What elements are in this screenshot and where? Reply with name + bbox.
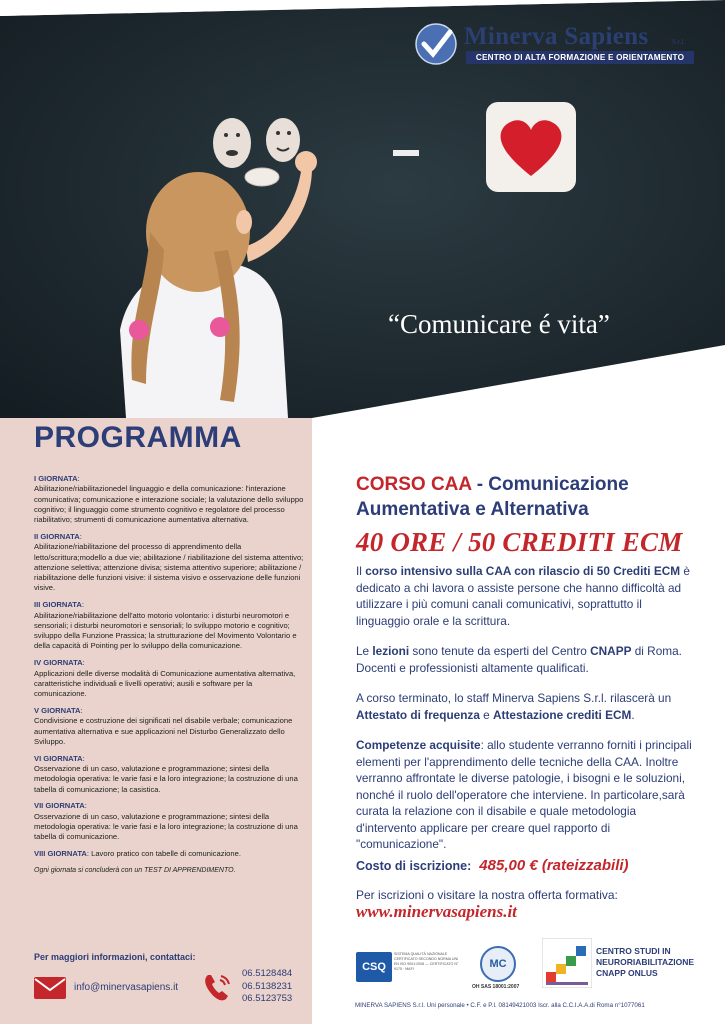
day-title: IV GIORNATA xyxy=(34,658,83,668)
day-text: Abilitazione/riabilitazionedel linguaggio e della comunicazione: l'interazione comunicativa; comunicazione e interazione sociale; la valutazione dello sviluppo cognitivo; il linguaggio come strumento cognitivo e regolatore del processo riabilitativo; strumenti di comunicazione aumentativa alternativa. xyxy=(34,484,304,525)
day-title: VI GIORNATA xyxy=(34,753,83,763)
mc-badge: MC xyxy=(480,946,516,982)
hero-banner xyxy=(0,0,725,418)
day-text: Osservazione di un caso, valutazione e programmazione; sintesi della metodologia operativa: le varie fasi e la loro integrazione; la costruzione di una tabella di comunicazione; la casistica. xyxy=(34,763,298,794)
minus-sign xyxy=(393,150,419,156)
globe-check-icon xyxy=(414,22,458,66)
brand-tagline: CENTRO DI ALTA FORMAZIONE E ORIENTAMENTO xyxy=(466,51,694,64)
mail-icon xyxy=(34,977,66,999)
cnapp-text: CENTRO STUDI IN NEURORIABILITAZIONE CNAPP ONLUS xyxy=(596,946,695,978)
phone-number[interactable]: 06.5123753 xyxy=(242,993,293,1004)
heart-card xyxy=(486,102,576,192)
day-item: II GIORNATA: Abilitazione/riabilitazione del processo di apprendimento della letto/scrittura;modello a due vie; abilitazione / riabilitazione del sistema attentivo; attenzione selettiva; attenzione divisa; sistema attentivo superiore; abilitazione / riabilitazione delle funzioni visive: il sistema visivo e osservazione delle funzioni visive. xyxy=(34,531,304,593)
day-title: VIII GIORNATA xyxy=(34,849,87,858)
day-item: III GIORNATA: Abilitazione/riabilitazione dell'atto motorio volontario: i disturbi neuromotori e sensoriali; i disturbi neuromotori e sensoriali; lo sviluppo motorio e cognitivo; sviluppo della Funzione Prassica; la strutturazione del Movimento Volontario e della capacità di Pointing per lo sviluppo della comunicazione. xyxy=(34,600,297,651)
day-text: Condivisione e costruzione dei significati nel disabile verbale; comunicazione aumentativa alternativa e sue applicazioni nel Disturbo Generalizzato dello Sviluppo. xyxy=(34,716,293,746)
day-title: I GIORNATA xyxy=(34,474,78,483)
phone-number[interactable]: 06.5138231 xyxy=(242,980,293,992)
csq-text: SISTEMA QUALITÀ NAZIONALE CERTIFICATO SECONDO NORMA UNI EN ISO 9001:2008 — CERTIFICATO N° 9175 · MAFI xyxy=(394,952,459,971)
intro-paragraph: Il corso intensivo sulla CAA con rilascio di 50 Crediti ECM è dedicato a chi lavora o assiste persone che hanno difficoltà ad utilizzare i più comuni canali comunicativi, soprattutto il linguaggio orale e la scrittura. xyxy=(356,564,690,628)
brand-logo[interactable] xyxy=(414,22,694,68)
day-item: I GIORNATA: Abilitazione/riabilitazionedel linguaggio e della comunicazione: l'interazione comunicativa; comunicazione e interazione sociale; la valutazione dello sviluppo cognitivo; il linguaggio come strumento cognitivo e regolatore del processo riabilitativo; strumenti di comunicazione aumentativa alternativa. xyxy=(34,474,304,525)
day-title: III GIORNATA xyxy=(34,600,82,610)
phone-number[interactable]: 06.5128484 xyxy=(242,968,293,979)
cnapp-logo-icon xyxy=(542,938,592,988)
day-item: VIII GIORNATA: Lavoro pratico con tabelle di comunicazione. xyxy=(34,849,241,858)
cost-label: Costo di iscrizione: xyxy=(356,858,472,873)
course-title-red: CORSO CAA xyxy=(356,474,472,495)
day-item: VII GIORNATA: Osservazione di un caso, valutazione e programmazione; sintesi della metodologia operativa: le varie fasi e la loro integrazione; la costruzione di una tabella di comunicazione. xyxy=(34,801,298,842)
day-text: Abilitazione/riabilitazione dell'atto motorio volontario: i disturbi neuromotori e sensoriali; i disturbi neuromotori e sensoriali; lo sviluppo motorio e cognitivo; sviluppo della Funzione Prassica; la strutturazione del Movimento Volontario e della capacità di Pointing per lo sviluppo della comunicazione. xyxy=(34,610,297,651)
skills-paragraph: Competenze acquisite: allo studente verranno forniti i principali elementi per l'apprendimento delle tecniche della CAA. Inoltre verranno affrontate le diverse patologie, i bisogni e le soluzioni, nonché il ruolo dell'operatore che interviene. In particolare,sarà curata la relazione con il disabile e quale metodologia d'intervento applicare per creare quel rapporto di "comunicazione". xyxy=(356,738,692,851)
day-title: II GIORNATA xyxy=(34,531,80,541)
day-text: Lavoro pratico con tabelle di comunicazione. xyxy=(91,849,241,858)
motto: “Comunicare é vita” xyxy=(388,309,610,339)
csq-badge: CSQ xyxy=(356,952,392,982)
day-text: Abilitazione/riabilitazione del processo di apprendimento della letto/scrittura;modello a due vie; abilitazione / riabilitazione del sistema attentivo; attenzione selettiva; attenzione divisa; sistema attentivo superiore; abilitazione / riabilitazione delle funzioni visive: il sistema visivo e osservazione delle funzioni visive. xyxy=(34,542,304,593)
day-item: VI GIORNATA: Osservazione di un caso, valutazione e programmazione; sintesi della metodologia operativa: le varie fasi e la loro integrazione; la costruzione di una tabella di comunicazione; la casistica. xyxy=(34,753,298,794)
programma-days xyxy=(34,474,304,876)
contact-title: Per maggiori informazioni, contattaci: xyxy=(34,952,196,962)
certificate-paragraph: A corso terminato, lo staff Minerva Sapiens S.r.l. rilascerà un Attestato di frequenza e Attestazione crediti ECM. xyxy=(356,691,672,722)
programma-title: PROGRAMMA xyxy=(34,421,242,454)
course-title-rest: - Comunicazione Aumentativa e Alternativa xyxy=(356,474,629,520)
email-link[interactable]: info@minervasapiens.it xyxy=(74,982,179,993)
brand-suffix: S.r.l. xyxy=(672,38,686,46)
course-info xyxy=(356,472,696,922)
signup-text: Per iscrizioni o visitare la nostra offerta formativa: xyxy=(356,887,618,902)
day-text: Applicazioni delle diverse modalità di Comunicazione aumentativa alternativa, caratteristiche individuali e livelli operativi; ausili e software per la comunicazione. xyxy=(34,668,296,699)
day-title: VII GIORNATA xyxy=(34,801,85,811)
day-item: IV GIORNATA: Applicazioni delle diverse modalità di Comunicazione aumentativa alternativa, caratteristiche individuali e livelli operativi; ausili e software per la comunicazione. xyxy=(34,658,296,699)
brand-name: Minerva Sapiens xyxy=(464,23,649,50)
day-item: V GIORNATA: Condivisione e costruzione dei significati nel disabile verbale; comunicazione aumentativa alternativa e sue applicazioni nel Disturbo Generalizzato dello Sviluppo. xyxy=(34,705,293,746)
website-link[interactable]: www.minervasapiens.it xyxy=(356,901,517,921)
lessons-paragraph: Le lezioni sono tenute da esperti del Centro CNAPP di Roma. Docenti e professionisti altamente qualificati. xyxy=(356,644,682,675)
ohsas-label: OH SAS 18001:2007 xyxy=(472,984,520,990)
course-title xyxy=(356,472,696,522)
course-subtitle: 40 ORE / 50 CREDITI ECM xyxy=(356,527,683,557)
contact-row xyxy=(34,970,304,1010)
day-text: Osservazione di un caso, valutazione e programmazione; sintesi della metodologia operativa: le varie fasi e la loro integrazione; la costruzione di una tabella di comunicazione. xyxy=(34,811,298,842)
test-note: Ogni giornata si concluderà con un TEST DI APPRENDIMENTO. xyxy=(34,866,236,874)
phone-numbers xyxy=(242,968,292,1006)
footer: MINERVA SAPIENS S.r.l. Uni personale • C.F. e P.I. 08149421003 Iscr. alla C.C.I.A.A.di Roma n°1077061 xyxy=(355,1002,645,1009)
phone-icon xyxy=(202,972,232,1004)
cost-value: 485,00 € (rateizzabili) xyxy=(479,856,629,874)
day-title: V GIORNATA xyxy=(34,705,81,715)
certifications xyxy=(356,938,696,1000)
cost-line xyxy=(356,857,696,874)
